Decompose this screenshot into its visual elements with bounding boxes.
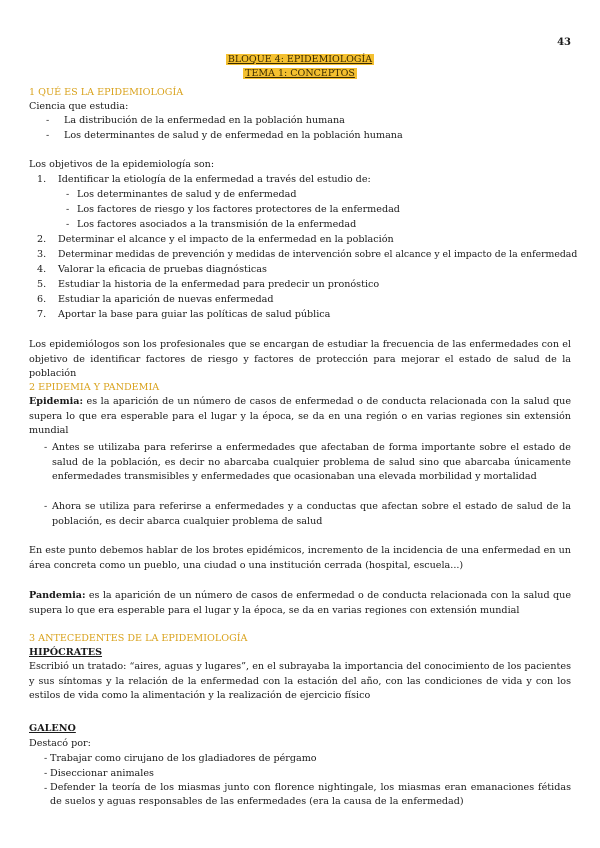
galeno-item: Trabajar como cirujano de los gladiadores de pérgamo: [50, 753, 317, 764]
list-number: 6.: [37, 294, 47, 305]
dash-marker: -: [66, 189, 70, 200]
dash-marker: -: [44, 783, 48, 794]
objective-item: Determinar medidas de prevención y medidas de intervención sobre el alcance y el impacto de la enfermedad: [58, 249, 578, 260]
section-2-heading: 2 EPIDEMIA Y PANDEMIA: [29, 382, 160, 393]
section-1-heading: 1 QUÉ ES LA EPIDEMIOLOGÍA: [29, 87, 184, 98]
galeno-item: Defender la teoría de los miasmas junto con florence nightingale, los miasmas eran emanaciones fétidas de suelos y aguas responsables de las enfermedades (era la causa de la enfermedad): [50, 782, 571, 807]
section-3-heading: 3 ANTECEDENTES DE LA EPIDEMIOLOGÍA: [29, 633, 248, 644]
dash-marker: -: [66, 219, 70, 230]
galeno-heading: GALENO: [29, 723, 76, 734]
objective-item: Determinar el alcance y el impacto de la enfermedad en la población: [58, 234, 394, 245]
objective-item: Identificar la etiología de la enfermedad a través del estudio de:: [58, 174, 371, 185]
topic-title: TEMA 1: CONCEPTOS: [245, 68, 355, 79]
dash-marker: -: [44, 753, 48, 764]
epidemia-definition: Epidemia: es la aparición de un número de casos de enfermedad o de conducta relacionada con la salud que supera lo que era esperable para el lugar y la época, se da en una región o en varias regiones sin extensión mundial: [29, 396, 571, 436]
dash-marker: -: [44, 768, 48, 779]
list-number: 2.: [37, 234, 47, 245]
dash-marker: -: [44, 442, 48, 453]
objectives-intro: Los objetivos de la epidemiología son:: [29, 159, 215, 170]
objective-item: Valorar la eficacia de pruebas diagnósticas: [58, 264, 267, 275]
dash-marker: -: [66, 204, 70, 215]
section-1-intro: Ciencia que estudia:: [29, 101, 129, 112]
sub-list-item: Los factores de riesgo y los factores protectores de la enfermedad: [77, 204, 400, 215]
epidemia-label: Epidemia:: [29, 396, 84, 407]
list-item: Los determinantes de salud y de enfermedad en la población humana: [64, 130, 403, 141]
page-number: 43: [557, 37, 571, 48]
objective-item: Aportar la base para guiar las políticas de salud pública: [58, 309, 331, 320]
sub-list-item: Los determinantes de salud y de enfermedad: [77, 189, 297, 200]
objective-item: Estudiar la aparición de nuevas enfermedad: [58, 294, 274, 305]
galeno-item: Diseccionar animales: [50, 768, 154, 779]
epidemia-antes: Antes se utilizaba para referirse a enfermedades que afectaban de forma importante sobre el estado de salud de la población, es decir no abarcaba cualquier problema de salud sino que abarcaba únicamente enfermedades transmisibles y enfermedades que ocasionaban una elevada morbilidad y mortalidad: [52, 442, 571, 482]
list-number: 3.: [37, 249, 47, 260]
objective-item: Estudiar la historia de la enfermedad para predecir un pronóstico: [58, 279, 380, 290]
epidemia-ahora: Ahora se utiliza para referirse a enfermedades y a conductas que afectan sobre el estado de salud de la población, es decir abarca cualquier problema de salud: [52, 501, 571, 527]
dash-marker: -: [46, 130, 50, 141]
list-number: 4.: [37, 264, 47, 275]
sub-list-item: Los factores asociados a la transmisión de la enfermedad: [77, 219, 357, 230]
list-number: 1.: [37, 174, 47, 185]
dash-marker: -: [44, 501, 48, 512]
hipocrates-paragraph: Escribió un tratado: “aires, aguas y lugares”, en el subrayaba la importancia del conocimiento de los pacientes y sus síntomas y la relación de la enfermedad con la estación del año, con las condiciones de vida y con los estilos de vida como la alimentación y la realización de ejercicio físico: [29, 661, 571, 701]
pandemia-label: Pandemia:: [29, 590, 86, 601]
hipocrates-heading: HIPÓCRATES: [29, 647, 103, 658]
brotes-paragraph: En este punto debemos hablar de los brotes epidémicos, incremento de la incidencia de una enfermedad en un área concreta como un pueblo, una ciudad o una institución cerrada (hospital, escuela...): [29, 545, 571, 571]
list-item: La distribución de la enfermedad en la población humana: [64, 115, 345, 126]
pandemia-definition: Pandemia: es la aparición de un número de casos de enfermedad o de conducta relacionada con la salud que supera lo que era esperable para el lugar y la época, se da en varias regiones con extensión mundial: [29, 590, 571, 616]
block-title: BLOQUE 4: EPIDEMIOLOGÍA: [227, 54, 373, 65]
epidemiologists-paragraph: Los epidemiólogos son los profesionales que se encargan de estudiar la frecuencia de las enfermedades con el objetivo de identificar factores de riesgo y factores de protección para mejorar el estado de salud de la población: [29, 339, 571, 379]
galeno-intro: Destacó por:: [29, 738, 91, 749]
dash-marker: -: [46, 115, 50, 126]
list-number: 7.: [37, 309, 47, 320]
list-number: 5.: [37, 279, 47, 290]
